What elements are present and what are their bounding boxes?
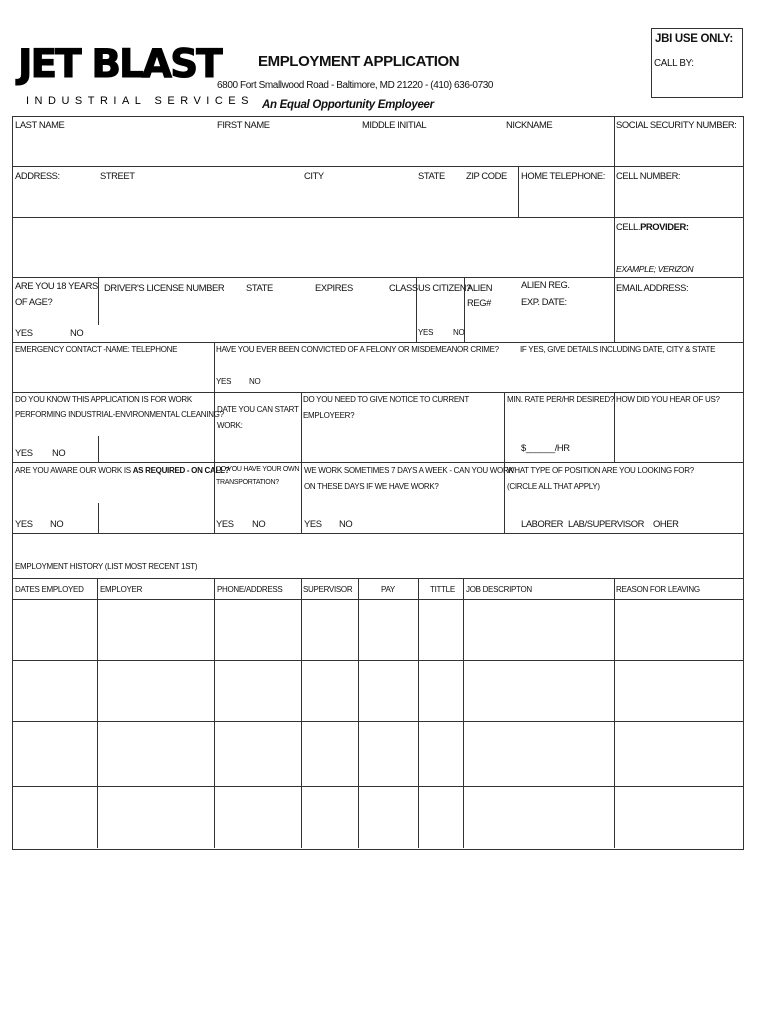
position-question-line2: (CIRCLE ALL THAT APPLY)	[507, 482, 600, 491]
jbi-use-only-label: JBI USE ONLY:	[655, 33, 733, 45]
col-divider	[301, 462, 302, 534]
state-label: STATE	[418, 170, 445, 181]
col-divider	[98, 503, 99, 534]
on-call-emphasis: AS REQUIRED - ON CALL?	[132, 466, 230, 475]
seven-days-yes-option[interactable]: YES	[304, 518, 322, 529]
call-by-field[interactable]: CALL BY:	[654, 58, 694, 69]
position-laborer-option[interactable]: LABORER	[521, 518, 564, 529]
first-name-field[interactable]: FIRST NAME	[217, 119, 270, 130]
history-row[interactable]	[13, 661, 742, 721]
position-question-line1: WHAT TYPE OF POSITION ARE YOU LOOKING FOR?	[507, 466, 694, 475]
col-divider	[614, 166, 615, 218]
work-type-question-line1: DO YOU KNOW THIS APPLICATION IS FOR WORK	[15, 395, 192, 404]
col-divider	[614, 116, 615, 167]
seven-days-no-option[interactable]: NO	[339, 518, 353, 529]
history-row[interactable]	[13, 600, 742, 660]
position-lab-supervisor-option[interactable]: LAB/SUPERVISOR	[568, 518, 645, 529]
license-state-label: STATE	[246, 282, 273, 293]
nickname-field[interactable]: NICKNAME	[506, 119, 553, 130]
transport-question-line1: DO YOU HAVE YOUR OWN	[216, 466, 300, 473]
col-divider	[614, 392, 615, 463]
row-divider	[12, 217, 743, 218]
license-expires-label: EXPIRES	[315, 282, 353, 293]
company-logo: JET BLAST	[18, 42, 221, 87]
history-col-employer: EMPLOYER	[100, 585, 143, 594]
work-type-no-option[interactable]: NO	[52, 447, 66, 458]
on-call-yes-option[interactable]: YES	[15, 518, 33, 529]
history-col-phone-address: PHONE/ADDRESS	[217, 585, 283, 594]
how-heard-field[interactable]: HOW DID YOU HEAR OF US?	[616, 395, 720, 404]
cell-number-field[interactable]: CELL NUMBER:	[616, 170, 681, 181]
min-rate-field[interactable]: $______/HR	[521, 442, 570, 453]
row-divider	[12, 462, 743, 463]
col-divider	[504, 392, 505, 463]
col-divider	[614, 277, 615, 343]
col-divider	[614, 217, 615, 278]
row-divider	[12, 533, 743, 534]
emergency-contact-field[interactable]: EMERGENCY CONTACT -NAME: TELEPHONE	[15, 345, 178, 354]
history-col-title: TITTLE	[430, 585, 455, 594]
age-no-option[interactable]: NO	[70, 327, 84, 338]
alien-reg-label-line2: REG#	[467, 297, 491, 308]
alien-reg-exp-label-line1: ALIEN REG.	[521, 279, 570, 290]
felony-yes-option[interactable]: YES	[216, 377, 232, 386]
seven-days-question-line1: WE WORK SOMETIMES 7 DAYS A WEEK - CAN YOU WORK	[304, 466, 514, 475]
city-label: CITY	[304, 170, 324, 181]
history-col-supervisor: SUPERVISOR	[303, 585, 353, 594]
history-col-job-description: JOB DESCRIPTON	[466, 585, 532, 594]
form-title: EMPLOYMENT APPLICATION	[258, 53, 460, 70]
equal-opportunity-statement: An Equal Opportunity Employeer	[262, 99, 434, 111]
transport-question-line2: TRANSPORTATION?	[216, 479, 279, 486]
history-row[interactable]	[13, 787, 742, 847]
start-date-field-line2: WORK:	[217, 421, 243, 430]
cell-provider-prefix: CELL.	[616, 221, 641, 232]
felony-question: HAVE YOU EVER BEEN CONVICTED OF A FELONY OR MISDEMEANOR CRIME?	[216, 345, 499, 354]
alien-reg-exp-label-line2: EXP. DATE:	[521, 296, 567, 307]
history-col-reason-leaving: REASON FOR LEAVING	[616, 585, 700, 594]
company-logo-tagline: INDUSTRIAL SERVICES	[26, 95, 254, 107]
address-field[interactable]: ADDRESS:	[15, 170, 60, 181]
col-divider	[214, 342, 215, 393]
col-divider	[98, 277, 99, 325]
email-address-field[interactable]: EMAIL ADDRESS:	[616, 282, 689, 293]
on-call-question	[15, 466, 229, 476]
col-divider	[301, 392, 302, 463]
history-row[interactable]	[13, 722, 742, 786]
cell-provider-field[interactable]	[616, 222, 689, 231]
col-divider	[214, 392, 215, 463]
employment-history-heading: EMPLOYMENT HISTORY (LIST MOST RECENT 1ST)	[15, 562, 198, 571]
row-divider	[12, 578, 743, 579]
cell-provider-label: PROVIDER:	[640, 221, 689, 232]
on-call-question-text: ARE YOU AWARE OUR WORK IS	[15, 466, 133, 475]
col-divider	[98, 436, 99, 463]
notice-question-line2: EMPLOYEER?	[303, 411, 355, 420]
company-address: 6800 Fort Smallwood Road - Baltimore, MD 21220 - (410) 636-0730	[217, 80, 494, 91]
row-divider	[12, 166, 743, 167]
col-divider	[518, 166, 519, 218]
ssn-field[interactable]: SOCIAL SECURITY NUMBER:	[616, 119, 737, 130]
us-citizen-label: US CITIZEN?	[418, 282, 471, 293]
age-question-line1: ARE YOU 18 YEARS	[15, 280, 98, 291]
transport-no-option[interactable]: NO	[252, 518, 266, 529]
min-rate-label: MIN. RATE PER/HR DESIRED?	[507, 395, 615, 404]
row-divider	[12, 342, 743, 343]
position-other-option[interactable]: OHER	[653, 518, 679, 529]
drivers-license-field[interactable]: DRIVER'S LICENSE NUMBER	[104, 282, 225, 293]
seven-days-question-line2: ON THESE DAYS IF WE HAVE WORK?	[304, 482, 439, 491]
zip-label: ZIP CODE	[466, 170, 507, 181]
start-date-field-line1[interactable]: DATE YOU CAN START	[217, 405, 299, 414]
felony-no-option[interactable]: NO	[249, 377, 261, 386]
transport-yes-option[interactable]: YES	[216, 518, 234, 529]
work-type-question-line2: PERFORMING INDUSTRIAL-ENVIRONMENTAL CLEANING?	[15, 410, 224, 419]
age-yes-option[interactable]: YES	[15, 327, 33, 338]
row-divider	[12, 392, 743, 393]
history-col-dates: DATES EMPLOYED	[15, 585, 84, 594]
cell-provider-example: EXAMPLE; VERIZON	[616, 264, 694, 274]
last-name-field[interactable]: LAST NAME	[15, 119, 65, 130]
history-col-pay: PAY	[381, 585, 395, 594]
felony-details-field[interactable]: IF YES, GIVE DETAILS INCLUDING DATE, CITY & STATE	[520, 345, 716, 354]
middle-initial-field[interactable]: MIDDLE INITIAL	[362, 119, 427, 130]
on-call-no-option[interactable]: NO	[50, 518, 64, 529]
age-question-line2: OF AGE?	[15, 296, 53, 307]
citizen-yes-option[interactable]: YES	[418, 328, 434, 337]
row-divider	[12, 277, 743, 278]
work-type-yes-option[interactable]: YES	[15, 447, 33, 458]
street-label: STREET	[100, 170, 135, 181]
home-telephone-field[interactable]: HOME TELEPHONE:	[521, 170, 605, 181]
notice-question-line1: DO YOU NEED TO GIVE NOTICE TO CURRENT	[303, 395, 469, 404]
license-class-label: CLASS	[389, 282, 418, 293]
citizen-no-option[interactable]: NO	[453, 328, 465, 337]
alien-reg-label-line1: ALIEN	[467, 282, 493, 293]
